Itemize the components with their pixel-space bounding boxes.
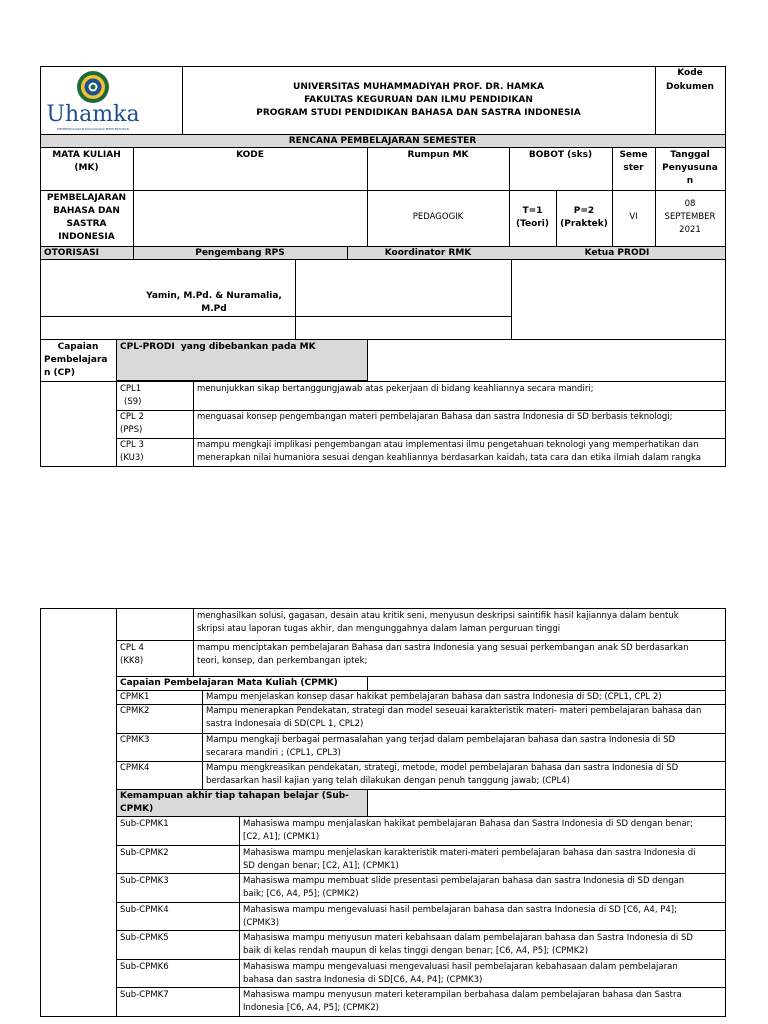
- pengembang-names-2: M.Pd: [201, 304, 227, 314]
- cpl-heading: CPL-PRODI yang dibebankan pada MK: [120, 342, 316, 352]
- cpl-code: CPL 2: [120, 412, 144, 422]
- uhamka-emblem-icon: [76, 70, 110, 104]
- course-name-2: BAHASA DAN: [53, 206, 120, 216]
- faculty-name: FAKULTAS KEGURUAN DAN ILMU PENDIDIKAN: [304, 95, 533, 105]
- cpl-text: menguasai konsep pengembangan materi pembelajaran Bahasa dan sastra Indonesia di SD berbasis teknologi;: [197, 412, 673, 422]
- col-bobot: BOBOT (sks): [528, 150, 593, 160]
- sub-cpmk-text: Mahasiswa mampu menyusun materi keterampilan berbahasa dalam pembelajaran bahasa dan Sastra: [243, 990, 682, 1000]
- sub-cpmk-code: Sub-CPMK2: [120, 848, 169, 858]
- ketua-label: Ketua PRODI: [584, 248, 650, 258]
- course-name: PEMBELAJARAN: [46, 193, 127, 203]
- col-semester: Seme: [619, 150, 648, 160]
- cpmk-code: CPMK2: [120, 706, 150, 716]
- course-semester: VI: [629, 212, 638, 222]
- sub-cpmk-text: Mahasiswa mampu membuat slide presentasi pembelajaran bahasa dan sastra Indonesia di SD dengan: [243, 876, 685, 886]
- university-logo: [46, 70, 140, 132]
- pengembang-names: Yamin, M.Pd. & Nuramalia,: [146, 291, 282, 301]
- cpl-code-sub: (KU3): [120, 453, 144, 463]
- sub-cpmk-text-2: baik di kelas rendah maupun di kelas tinggi dengan benar; [C6, A4, P5]; (CPMK2): [243, 946, 589, 956]
- sks-teori-2: (Teori): [516, 219, 549, 229]
- cpl-text-2: teori, konsep, dan perkembangan iptek;: [197, 656, 368, 666]
- sub-cpmk-text-2: bahasa dan sastra Indonesia di SD[C6, A4, P4]; (CPMK3): [243, 975, 483, 985]
- sks-teori: T=1: [522, 206, 543, 216]
- cp-label: Capaian: [57, 342, 99, 352]
- cpl-code-sub: (PPS): [120, 425, 143, 435]
- logo-wordmark: Uhamka: [46, 102, 140, 127]
- col-tanggal-2: Penyusuna: [662, 163, 718, 173]
- cp-label-2: Pembelajara: [44, 355, 108, 365]
- sub-cpmk-code: Sub-CPMK7: [120, 990, 169, 1000]
- cpmk-text: Mampu menjelaskan konsep dasar hakikat pembelajaran bahasa dan sastra Indonesia di SD; (CPL1, CPL 2): [206, 692, 662, 702]
- cpmk-text-2: secarara mandiri ; (CPL1, CPL3): [206, 748, 341, 758]
- sub-cpmk-code: Sub-CPMK4: [120, 905, 169, 915]
- logo-tagline: MEMBERDAYAKAN MASYARAKAT MENCERAHKAN: [57, 127, 129, 131]
- cpmk-code: CPMK4: [120, 763, 150, 773]
- cpl-text: mampu mengkaji implikasi pengembangan atau implementasi ilmu pengetahuan teknologi yang memperhatikan dan: [197, 440, 699, 450]
- sub-cpmk-heading: Kemampuan akhir tiap tahapan belajar (Sub-: [120, 791, 349, 801]
- cpmk-text-2: berdasarkan hasil kajian yang telah dilakukan dengan penuh tanggung jawab; (CPL4): [206, 776, 570, 786]
- sub-cpmk-code: Sub-CPMK6: [120, 962, 169, 972]
- pengembang-label: Pengembang RPS: [195, 248, 285, 258]
- cpmk-text: Mampu mengkaji berbagai permasalahan yang terjad dalam pembelajaran bahasa dan sastra Indonesia di SD: [206, 735, 676, 745]
- doc-code-label: Kode: [677, 68, 703, 78]
- sub-cpmk-code: Sub-CPMK3: [120, 876, 169, 886]
- sub-cpmk-text-2: (CPMK3): [243, 918, 280, 928]
- col-semester-2: ster: [623, 163, 644, 173]
- cpmk-code: CPMK3: [120, 735, 150, 745]
- doc-code-label-2: Dokumen: [666, 82, 714, 92]
- sub-cpmk-text-2: SD dengan benar; [C2, A1]; (CPMK1): [243, 861, 399, 871]
- course-date-2: SEPTEMBER: [664, 212, 716, 222]
- sub-cpmk-text: Mahasiswa mampu menjalaskan hakikat pembelajaran Bahasa dan Sastra Indonesia di SD dengan benar;: [243, 819, 694, 829]
- cpl-code-sub: (KK8): [120, 656, 144, 666]
- program-name: PROGRAM STUDI PENDIDIKAN BAHASA DAN SASTRA INDONESIA: [256, 108, 581, 118]
- otorisasi-label: OTORISASI: [44, 248, 99, 258]
- cpl3-continued: menghasilkan solusi, gagasan, desain atau kritik seni, menyusun deskripsi saintifik hasil kajiannya dalam bentuk: [197, 611, 679, 621]
- col-kode: KODE: [236, 150, 264, 160]
- cpl-code: CPL1: [120, 384, 142, 394]
- koordinator-label: Koordinator RMK: [384, 248, 472, 258]
- course-date-3: 2021: [679, 225, 701, 235]
- col-mk-2: (MK): [74, 163, 99, 173]
- course-name-3: SASTRA: [66, 219, 107, 229]
- cpl-code-sub: (S9): [124, 397, 142, 407]
- col-rumpun: Rumpun MK: [407, 150, 469, 160]
- course-date: 08: [684, 199, 696, 209]
- sks-praktek: P=2: [573, 206, 595, 216]
- sks-praktek-2: (Praktek): [560, 219, 608, 229]
- cpl-text: menunjukkan sikap bertanggungjawab atas pekerjaan di bidang keahliannya secara mandiri;: [197, 384, 594, 394]
- sub-cpmk-code: Sub-CPMK5: [120, 933, 169, 943]
- col-mk: MATA KULIAH: [52, 150, 121, 160]
- course-rumpun: PEDAGOGIK: [412, 212, 464, 222]
- cpmk-code: CPMK1: [120, 692, 150, 702]
- cp-label-3: n (CP): [44, 368, 75, 378]
- sub-cpmk-text-2: Indonesia [C6, A4, P5]; (CPMK2): [243, 1003, 379, 1013]
- sub-cpmk-text: Mahasiswa mampu menyusun materi kebahsaan dalam pembelajaran bahasa dan Sastra Indonesia di SD: [243, 933, 693, 943]
- sub-cpmk-text: Mahasiswa mampu menjelaskan karakteristik materi-materi pembelajaran bahasa dan sastra Indonesia di: [243, 848, 696, 858]
- cpmk-text: Mampu menerapkan Pendekatan, strategi dan model seseuai karakteristik materi- materi pembelajaran bahasa dan: [206, 706, 702, 716]
- rps-title: RENCANA PEMBELAJARAN SEMESTER: [288, 136, 477, 146]
- col-tanggal: Tanggal: [670, 150, 710, 160]
- sub-cpmk-heading-2: CPMK): [120, 804, 154, 814]
- cpl3-continued-2: skripsi atau laporan tugas akhir, dan mengunggahnya dalam laman perguruan tinggi: [197, 624, 561, 634]
- sub-cpmk-text-2: baik; [C6, A4, P5]; (CPMK2): [243, 889, 359, 899]
- sub-cpmk-code: Sub-CPMK1: [120, 819, 169, 829]
- cpmk-text: Mampu mengkreasikan pendekatan, strategi, metode, model pembelajaran bahasa dan sastra Indonesia di SD: [206, 763, 679, 773]
- sub-cpmk-text: Mahasiswa mampu mengevaluasi hasil pembelajaran bahasa dan sastra Indonesia di SD [C6, A4, P4];: [243, 905, 677, 915]
- col-tanggal-3: n: [686, 176, 694, 186]
- sub-cpmk-text: Mahasiswa mampu mengevaluasi mengevaluasi hasil pembelajaran kebahasaan dalam pembelajaran: [243, 962, 678, 972]
- sub-cpmk-text-2: [C2, A1]; (CPMK1): [243, 832, 320, 842]
- course-name-4: INDONESIA: [58, 232, 115, 242]
- cpl-text-2: menerapkan nilai humaniora sesuai dengan keahliannya berdasarkan kaidah, tata cara dan etika ilmiah dalam rangka: [197, 453, 702, 463]
- cpl-text: mampu menciptakan pembelajaran Bahasa dan sastra Indonesia yang sesuai perkembangan anak SD berdasarkan: [197, 643, 689, 653]
- cpmk-heading: Capaian Pembelajaran Mata Kuliah (CPMK): [120, 678, 338, 688]
- cpl-code: CPL 4: [120, 643, 144, 653]
- university-name: UNIVERSITAS MUHAMMADIYAH PROF. DR. HAMKA: [293, 82, 544, 92]
- cpmk-text-2: sastra Indonesaia di SD(CPL 1, CPL2): [206, 719, 364, 729]
- cpl-code: CPL 3: [120, 440, 144, 450]
